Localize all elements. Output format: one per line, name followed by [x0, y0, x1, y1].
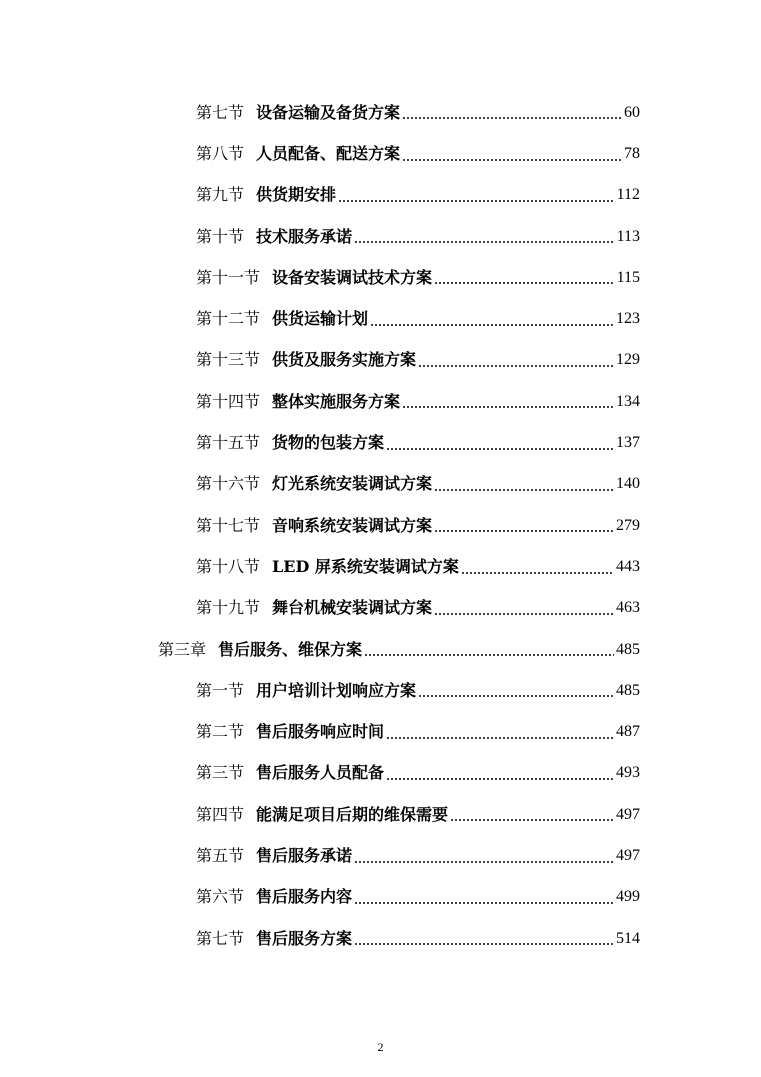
toc-entry[interactable] — [0, 340, 640, 381]
toc-entry[interactable] — [0, 381, 640, 422]
toc-entry-label: 第五节 — [196, 845, 245, 865]
toc-entry-page: 140 — [616, 475, 640, 493]
toc-entry-title: LED 屏系统安装调试方案 — [272, 556, 459, 576]
toc-entry-page: 485 — [616, 640, 640, 658]
toc-entry[interactable] — [0, 918, 640, 959]
toc-entry-page: 115 — [616, 268, 640, 286]
toc-entry-page: 112 — [616, 186, 640, 204]
toc-dot-leader — [402, 117, 622, 119]
toc-entry-label: 第一节 — [196, 680, 245, 700]
toc-entry[interactable] — [0, 257, 640, 298]
toc-entry-title: 能满足项目后期的维保需要 — [256, 804, 449, 824]
toc-entry-page: 78 — [624, 144, 640, 162]
toc-entry-title: 设备运输及备货方案 — [256, 102, 401, 122]
toc-entry-page: 279 — [616, 516, 640, 534]
toc-entry-label: 第八节 — [196, 143, 245, 163]
toc-entry[interactable] — [0, 422, 640, 463]
toc-entry-page: 463 — [616, 599, 640, 617]
toc-chapter-entry[interactable] — [0, 629, 640, 670]
toc-entry-page: 134 — [616, 392, 640, 410]
toc-entry[interactable] — [0, 588, 640, 629]
toc-entry[interactable] — [0, 877, 640, 918]
toc-dot-leader — [354, 861, 614, 863]
toc-entry-title: 灯光系统安装调试方案 — [272, 474, 433, 494]
toc-entry[interactable] — [0, 753, 640, 794]
toc-entry-title: 售后服务人员配备 — [256, 763, 385, 783]
toc-dot-leader — [386, 737, 614, 739]
toc-entry-title: 设备安装调试技术方案 — [272, 267, 433, 287]
toc-dot-leader — [338, 200, 615, 202]
toc-entry-label: 第二节 — [196, 722, 245, 742]
toc-dot-leader — [434, 489, 614, 491]
toc-entry-title: 售后服务、维保方案 — [218, 639, 363, 659]
toc-dot-leader — [434, 282, 615, 284]
toc-dot-leader — [354, 943, 614, 945]
table-of-contents — [0, 92, 761, 959]
toc-entry[interactable] — [0, 298, 640, 339]
toc-entry-page: 485 — [616, 681, 640, 699]
toc-entry-label: 第十二节 — [196, 309, 261, 329]
toc-dot-leader — [354, 241, 615, 243]
toc-entry[interactable] — [0, 216, 640, 257]
toc-entry-page: 499 — [616, 888, 640, 906]
toc-entry-label: 第十一节 — [196, 267, 261, 287]
toc-entry-page: 443 — [616, 557, 640, 575]
toc-entry-label: 第十九节 — [196, 598, 261, 618]
toc-dot-leader — [386, 448, 614, 450]
page-number: 2 — [377, 1040, 384, 1054]
toc-entry-label: 第六节 — [196, 887, 245, 907]
toc-entry-label: 第十五节 — [196, 433, 261, 453]
toc-dot-leader — [402, 406, 614, 408]
toc-dot-leader — [364, 654, 614, 656]
toc-dot-leader — [418, 695, 614, 697]
toc-entry[interactable] — [0, 670, 640, 711]
toc-dot-leader — [418, 365, 614, 367]
toc-entry-page: 123 — [616, 310, 640, 328]
toc-entry-page: 137 — [616, 434, 640, 452]
toc-entry-label: 第十七节 — [196, 515, 261, 535]
toc-entry-title: 售后服务内容 — [256, 887, 353, 907]
toc-entry-label: 第十六节 — [196, 474, 261, 494]
toc-entry-title: 人员配备、配送方案 — [256, 143, 401, 163]
toc-entry-title: 音响系统安装调试方案 — [272, 515, 433, 535]
toc-entry[interactable] — [0, 464, 640, 505]
toc-entry[interactable] — [0, 794, 640, 835]
toc-dot-leader — [354, 902, 614, 904]
toc-dot-leader — [386, 778, 614, 780]
toc-entry-title: 供货期安排 — [256, 185, 337, 205]
toc-entry-label: 第三章 — [158, 639, 207, 659]
toc-entry-label: 第七节 — [196, 928, 245, 948]
toc-entry[interactable] — [0, 175, 640, 216]
toc-entry-title: 技术服务承诺 — [256, 226, 353, 246]
toc-entry-label: 第四节 — [196, 804, 245, 824]
toc-dot-leader — [402, 159, 622, 161]
toc-entry-title: 售后服务承诺 — [256, 845, 353, 865]
toc-entry-title: 整体实施服务方案 — [272, 391, 401, 411]
toc-entry-label: 第十四节 — [196, 391, 261, 411]
toc-entry-page: 497 — [616, 805, 640, 823]
toc-dot-leader — [461, 572, 614, 574]
toc-entry-page: 493 — [616, 764, 640, 782]
toc-entry-label: 第七节 — [196, 102, 245, 122]
toc-entry-title: 售后服务方案 — [256, 928, 353, 948]
toc-entry-label: 第九节 — [196, 185, 245, 205]
toc-entry-page: 497 — [616, 846, 640, 864]
toc-entry-page: 514 — [616, 929, 640, 947]
toc-dot-leader — [434, 613, 614, 615]
toc-entry-title: 货物的包装方案 — [272, 433, 385, 453]
toc-entry-page: 129 — [616, 351, 640, 369]
toc-entry-title: 供货运输计划 — [272, 309, 369, 329]
toc-entry-label: 第十八节 — [196, 556, 261, 576]
toc-entry[interactable] — [0, 835, 640, 876]
toc-entry[interactable] — [0, 92, 640, 133]
toc-entry-title: 用户培训计划响应方案 — [256, 680, 417, 700]
toc-entry-title: 舞台机械安装调试方案 — [272, 598, 433, 618]
toc-entry[interactable] — [0, 546, 640, 587]
toc-entry-label: 第十节 — [196, 226, 245, 246]
toc-entry[interactable] — [0, 505, 640, 546]
toc-entry[interactable] — [0, 133, 640, 174]
toc-dot-leader — [370, 324, 614, 326]
toc-entry-label: 第十三节 — [196, 350, 261, 370]
toc-entry-label: 第三节 — [196, 763, 245, 783]
toc-dot-leader — [450, 819, 614, 821]
toc-entry-page: 60 — [624, 103, 640, 121]
toc-entry-page: 113 — [616, 227, 640, 245]
toc-entry-page: 487 — [616, 723, 640, 741]
toc-entry-title: 售后服务响应时间 — [256, 722, 385, 742]
toc-entry-title: 供货及服务实施方案 — [272, 350, 417, 370]
toc-entry[interactable] — [0, 711, 640, 752]
toc-dot-leader — [434, 530, 614, 532]
